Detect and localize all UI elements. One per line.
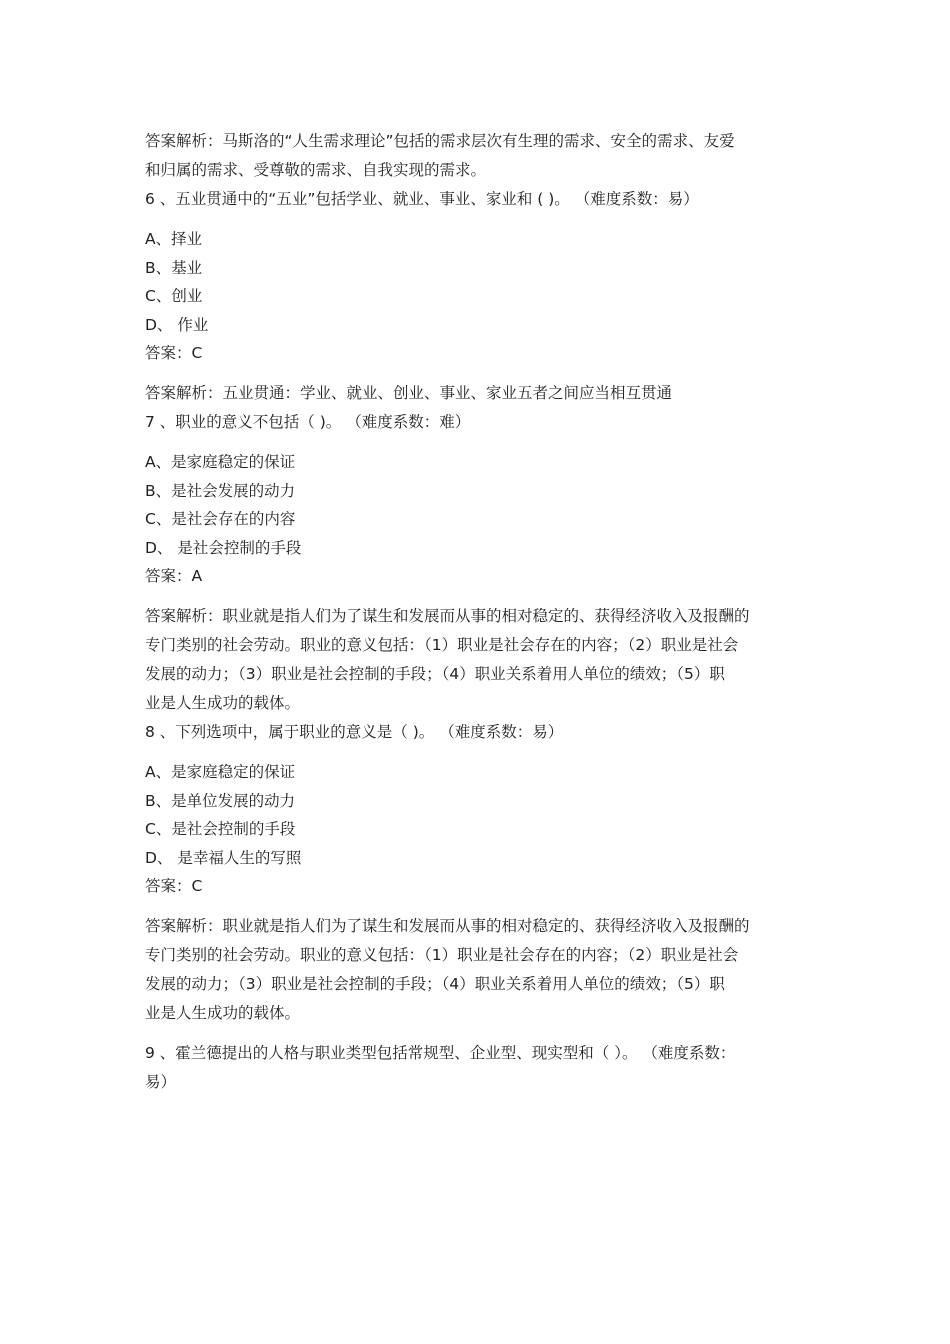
option-d: D、 是社会控制的手段 xyxy=(145,538,302,557)
question-6-answer: 答案：C xyxy=(145,344,203,362)
option-b: B、是社会发展的动力 xyxy=(145,481,296,500)
option-a: A、择业 xyxy=(145,230,203,248)
question-6-options xyxy=(145,225,805,339)
analysis-line: 专门类别的社会劳动。职业的意义包括：（1）职业是社会存在的内容；（2）职业是社会 xyxy=(145,636,739,654)
analysis-line: 答案解析：职业就是指人们为了谋生和发展而从事的相对稳定的、获得经济收入及报酬的 xyxy=(145,607,750,625)
option-d: D、 作业 xyxy=(145,315,209,334)
question-9-line-1: 9 、霍兰德提出的人格与职业类型包括常规型、企业型、现实型和（ ）。 （难度系数： xyxy=(145,1044,736,1062)
question-8-options xyxy=(145,758,805,872)
question-6: 6 、五业贯通中的“五业”包括学业、就业、事业、家业和 ( )。 （难度系数：易） xyxy=(145,190,699,208)
analysis-line: 业是人生成功的载体。 xyxy=(145,694,301,712)
option-a: A、是家庭稳定的保证 xyxy=(145,763,296,781)
question-8: 8 、下列选项中，属于职业的意义是（ )。 （难度系数：易） xyxy=(145,723,564,741)
analysis-5-line-1: 答案解析：马斯洛的“人生需求理论”包括的需求层次有生理的需求、安全的需求、友爱 xyxy=(145,132,735,150)
analysis-line: 答案解析：职业就是指人们为了谋生和发展而从事的相对稳定的、获得经济收入及报酬的 xyxy=(145,917,750,935)
question-8-analysis xyxy=(145,912,805,1028)
option-c: C、创业 xyxy=(145,287,203,305)
question-7-analysis xyxy=(145,602,805,718)
analysis-line: 发展的动力；（3）职业是社会控制的手段；（4）职业关系着用人单位的绩效；（5）职 xyxy=(145,665,725,683)
option-a: A、是家庭稳定的保证 xyxy=(145,453,296,471)
question-7-answer: 答案：A xyxy=(145,567,203,585)
question-7: 7 、职业的意义不包括（ )。 （难度系数：难） xyxy=(145,413,471,431)
analysis-line: 发展的动力；（3）职业是社会控制的手段；（4）职业关系着用人单位的绩效；（5）职 xyxy=(145,975,725,993)
question-9 xyxy=(145,1039,805,1097)
document-page xyxy=(145,127,805,1097)
analysis-line: 专门类别的社会劳动。职业的意义包括：（1）职业是社会存在的内容；（2）职业是社会 xyxy=(145,946,739,964)
question-8-answer: 答案：C xyxy=(145,877,203,895)
analysis-line: 业是人生成功的载体。 xyxy=(145,1004,301,1022)
question-6-analysis: 答案解析：五业贯通：学业、就业、创业、事业、家业五者之间应当相互贯通 xyxy=(145,384,673,402)
option-c: C、是社会控制的手段 xyxy=(145,820,296,838)
analysis-5-line-2: 和归属的需求、受尊敬的需求、自我实现的需求。 xyxy=(145,161,487,179)
question-7-options xyxy=(145,448,805,562)
option-c: C、是社会存在的内容 xyxy=(145,510,296,528)
option-b: B、是单位发展的动力 xyxy=(145,791,296,810)
option-d: D、 是幸福人生的写照 xyxy=(145,848,302,867)
question-9-line-2: 易） xyxy=(145,1073,177,1091)
option-b: B、基业 xyxy=(145,258,203,277)
